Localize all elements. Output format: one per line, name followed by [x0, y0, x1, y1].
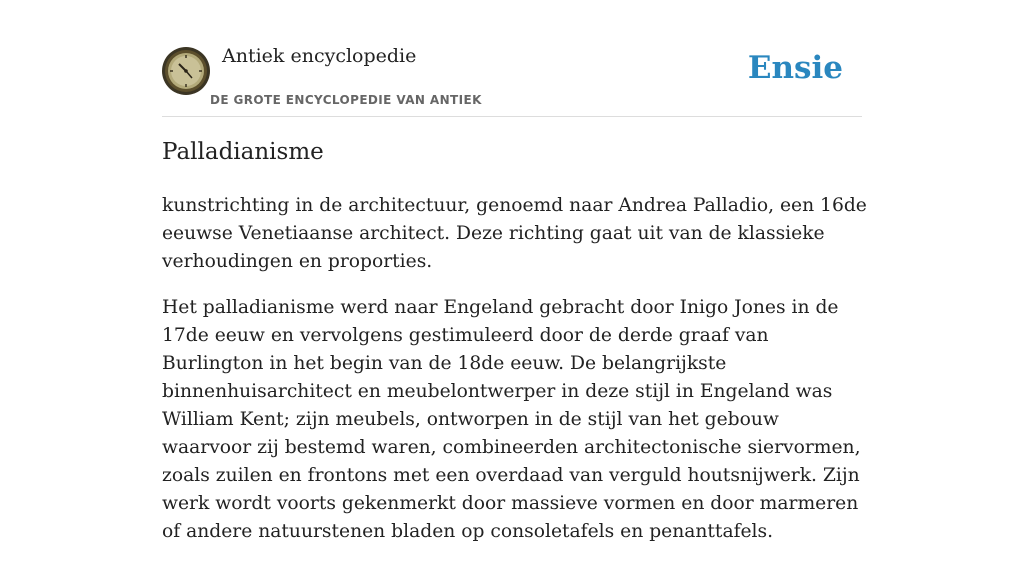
- site-name[interactable]: Antiek encyclopedie: [222, 45, 417, 67]
- site-tagline: DE GROTE ENCYCLOPEDIE VAN ANTIEK: [210, 93, 482, 107]
- article-paragraph: kunstrichting in de architectuur, genoemd naar Andrea Palladio, een 16de eeuwse Venetiaanse architect. Deze richting gaat uit van de klassieke verhoudingen en proporties.: [162, 195, 867, 272]
- site-header: [162, 0, 862, 117]
- ensie-logo-link[interactable]: Ensie: [747, 50, 843, 86]
- clock-icon[interactable]: [162, 47, 210, 95]
- article-paragraph: Het palladianisme werd naar Engeland gebracht door Inigo Jones in de 17de eeuw en vervolgens gestimuleerd door de derde graaf van Burlington in het begin van de 18de eeuw. De belangrijkste binnenhuisarchitect en meubelontwerper in deze stijl in Engeland was William Kent; zijn meubels, ontworpen in de stijl van het gebouw waarvoor zij bestemd waren, combineerden architectonische siervormen, zoals zuilen en frontons met een overdaad van verguld houtsnijwerk. Zijn werk wordt voorts gekenmerkt door massieve vormen en door marmeren of andere natuurstenen bladen op consoletafels en penanttafels.: [162, 297, 861, 542]
- article-title: Palladianisme: [162, 139, 324, 165]
- article-body: [162, 192, 872, 564]
